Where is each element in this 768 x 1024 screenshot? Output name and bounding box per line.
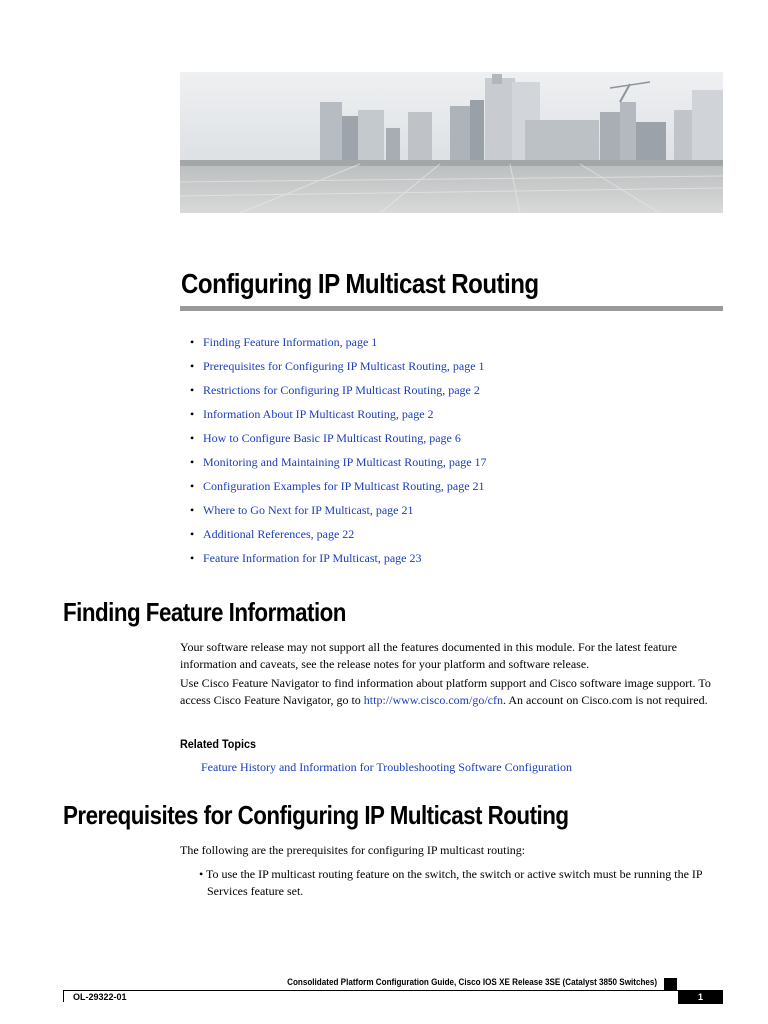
toc-link[interactable]: Where to Go Next for IP Multicast, page 21 bbox=[203, 503, 414, 517]
bullet-icon: • bbox=[190, 407, 195, 421]
finding-paragraph-2-end: . An account on Cisco.com is not required. bbox=[503, 693, 708, 707]
toc-item bbox=[190, 334, 487, 358]
toc-item bbox=[190, 454, 487, 478]
bullet-icon: • bbox=[190, 383, 195, 397]
chapter-title: Configuring IP Multicast Routing bbox=[181, 268, 539, 299]
toc-link[interactable]: Feature Information for IP Multicast, page 23 bbox=[203, 551, 422, 565]
prerequisites-bullet: • To use the IP multicast routing feature on the switch, the switch or active switch must be running the IP Services feature set. bbox=[199, 867, 703, 898]
toc-link[interactable]: Prerequisites for Configuring IP Multicast Routing, page 1 bbox=[203, 359, 485, 373]
bullet-icon: • bbox=[190, 479, 195, 493]
prerequisites-intro: The following are the prerequisites for configuring IP multicast routing: bbox=[180, 843, 526, 857]
bullet-icon: • bbox=[190, 335, 195, 349]
city-skyline-image bbox=[180, 72, 723, 213]
toc-link[interactable]: How to Configure Basic IP Multicast Routing, page 6 bbox=[203, 431, 461, 445]
toc-item bbox=[190, 526, 487, 550]
toc-item bbox=[190, 430, 487, 454]
bullet-icon: • bbox=[190, 431, 195, 445]
footer-guide-title: Consolidated Platform Configuration Guide, Cisco IOS XE Release 3SE (Catalyst 3850 Switches) bbox=[287, 977, 657, 987]
related-topics-heading: Related Topics bbox=[180, 737, 257, 751]
footer-doc-number: OL-29322-01 bbox=[73, 992, 127, 1002]
toc-link[interactable]: Finding Feature Information, page 1 bbox=[203, 335, 378, 349]
toc-link[interactable]: Configuration Examples for IP Multicast Routing, page 21 bbox=[203, 479, 485, 493]
page-number: 1 bbox=[678, 991, 723, 1004]
footer-rule bbox=[63, 990, 723, 991]
chapter-toc bbox=[190, 334, 487, 574]
toc-item bbox=[190, 550, 487, 574]
toc-item bbox=[190, 502, 487, 526]
footer-marker bbox=[664, 978, 677, 990]
bullet-icon: • bbox=[190, 455, 195, 469]
toc-link[interactable]: Information About IP Multicast Routing, page 2 bbox=[203, 407, 434, 421]
toc-link[interactable]: Additional References, page 22 bbox=[203, 527, 355, 541]
bullet-icon: • bbox=[190, 551, 195, 565]
finding-paragraph-1: Your software release may not support all the features documented in this module. For the latest feature information and caveats, see the release notes for your platform and software release. bbox=[180, 640, 677, 671]
toc-link[interactable]: Restrictions for Configuring IP Multicast Routing, page 2 bbox=[203, 383, 480, 397]
finding-feature-heading: Finding Feature Information bbox=[63, 597, 346, 627]
footer-tick bbox=[63, 991, 64, 1002]
related-topic-link[interactable]: Feature History and Information for Troubleshooting Software Configuration bbox=[201, 760, 572, 774]
bullet-icon: • bbox=[190, 527, 195, 541]
chapter-title-rule bbox=[180, 306, 723, 311]
prerequisites-heading: Prerequisites for Configuring IP Multicast Routing bbox=[63, 800, 569, 830]
finding-paragraph-2-text: Use Cisco Feature Navigator to find information about platform support and Cisco software image support. To access Cisco Feature Navigator, go to bbox=[180, 676, 711, 707]
finding-paragraph-2 bbox=[180, 675, 725, 709]
bullet-icon: • bbox=[190, 503, 195, 517]
toc-item bbox=[190, 478, 487, 502]
city-skyline-banner bbox=[180, 72, 723, 213]
toc-item bbox=[190, 406, 487, 430]
bullet-icon: • bbox=[190, 359, 195, 373]
toc-link[interactable]: Monitoring and Maintaining IP Multicast Routing, page 17 bbox=[203, 455, 487, 469]
toc-item bbox=[190, 358, 487, 382]
toc-item bbox=[190, 382, 487, 406]
cisco-cfn-link[interactable]: http://www.cisco.com/go/cfn bbox=[363, 693, 503, 707]
